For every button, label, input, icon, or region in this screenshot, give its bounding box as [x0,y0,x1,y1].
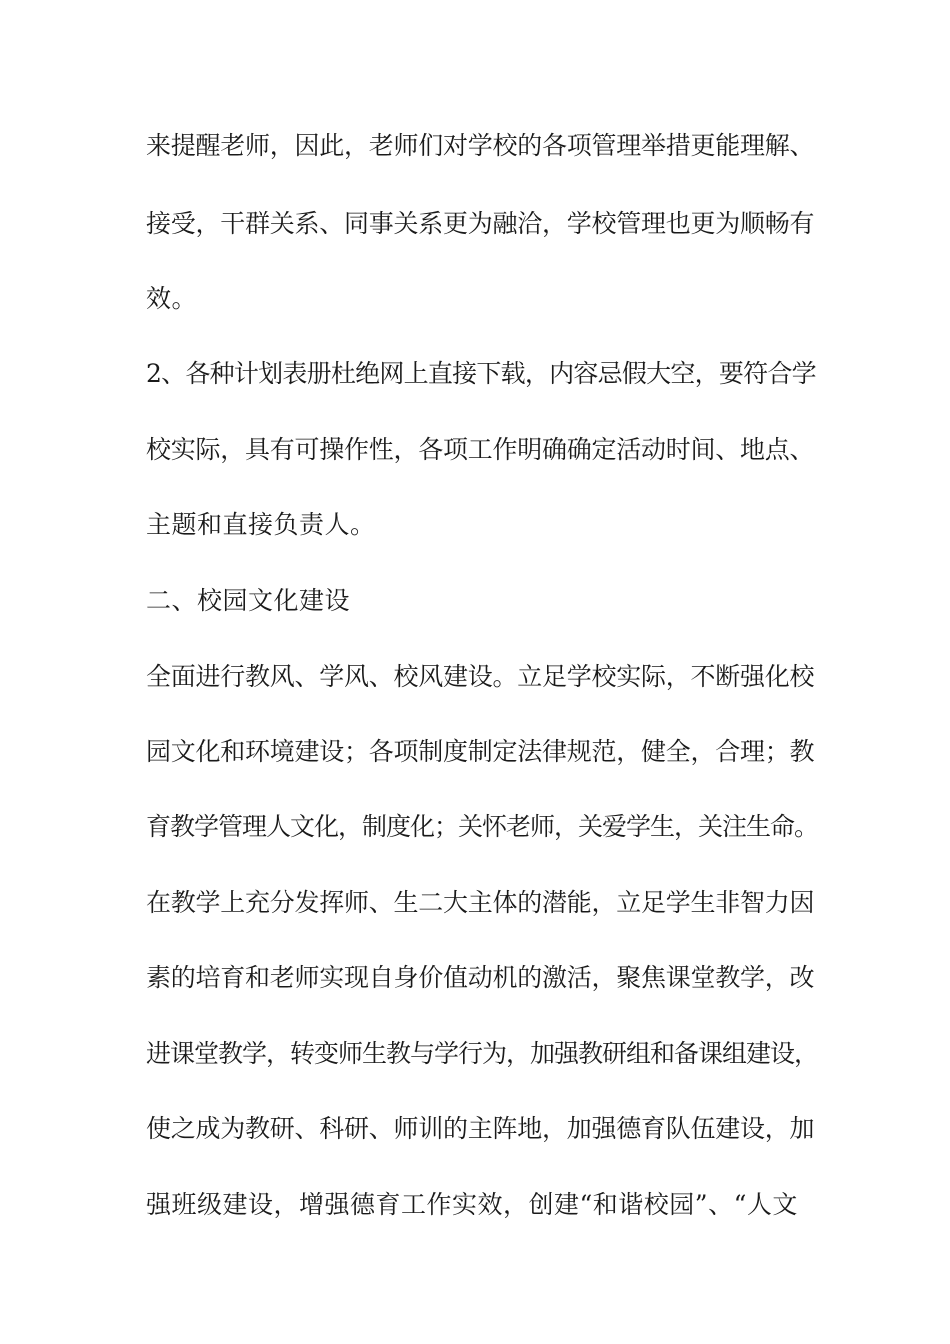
text-line: 园文化和环境建设；各项制度制定法律规范，健全，合理；教 [146,737,815,766]
text-line: 进课堂教学，转变师生教与学行为，加强教研组和备课组建设， [146,1039,819,1068]
text-line: 效。 [146,284,198,313]
text-line: 使之成为教研、科研、师训的主阵地，加强德育队伍建设，加 [146,1114,815,1143]
section-item-heading: 2、各种计划表册杜绝网上直接下载，内容忌假大空，要符合学 [146,359,816,388]
section-heading: 二、校园文化建设 [146,586,351,615]
text-line: 素的培育和老师实现自身价值动机的激活，聚焦课堂教学，改 [146,963,815,992]
text-line: 强班级建设，增强德育工作实效，创建“和谐校园”、“人文 [146,1190,798,1219]
text-line: 全面进行教风、学风、校风建设。立足学校实际，不断强化校 [146,662,815,691]
text-line: 校实际，具有可操作性，各项工作明确确定活动时间、地点、 [146,435,815,464]
text-line: 来提醒老师，因此，老师们对学校的各项管理举措更能理解、 [146,131,815,160]
text-line: 在教学上充分发挥师、生二大主体的潜能，立足学生非智力因 [146,888,815,917]
text-line: 主题和直接负责人。 [146,510,376,539]
text-line: 接受，干群关系、同事关系更为融洽，学校管理也更为顺畅有 [146,209,815,238]
text-line: 育教学管理人文化，制度化；关怀老师，关爱学生，关注生命。 [146,812,819,841]
